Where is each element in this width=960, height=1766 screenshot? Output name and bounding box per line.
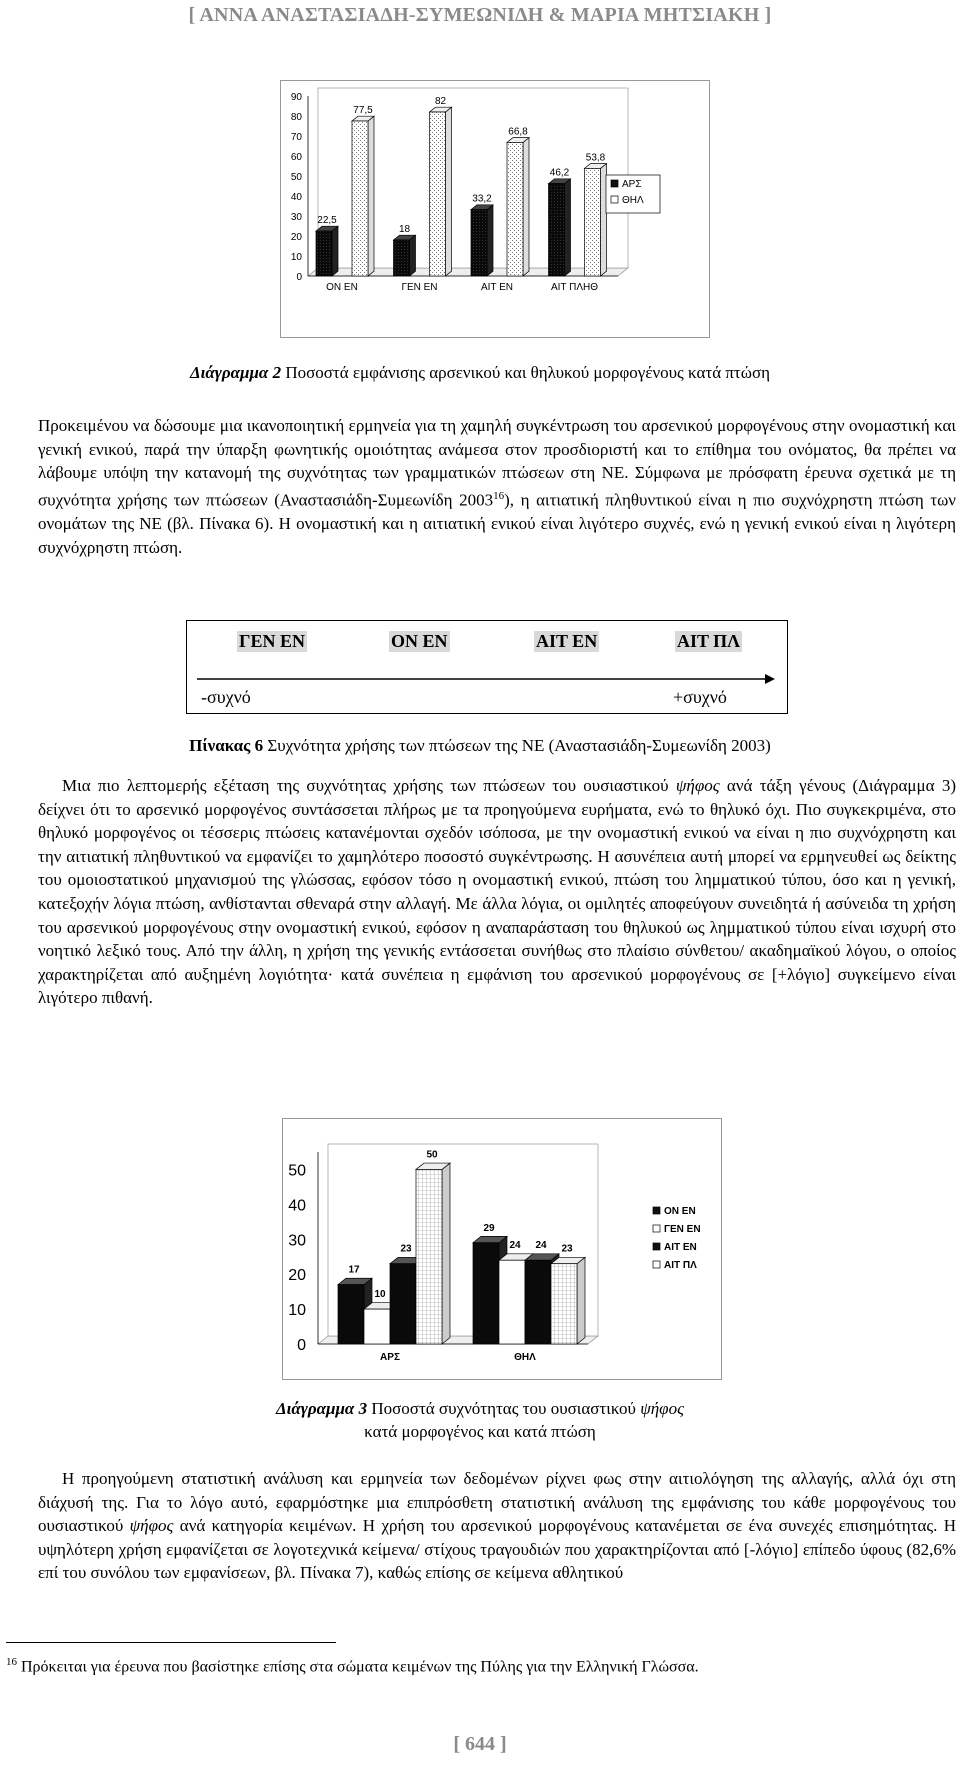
- freq-high-label: +συχνό: [673, 687, 727, 707]
- chart-2-xtick: ΑΡΣ: [380, 1352, 400, 1363]
- frequency-arrow: [197, 673, 775, 685]
- caption-table-6: [0, 734, 960, 757]
- freq-label-on-en: ΟΝ ΕΝ: [391, 631, 448, 651]
- chart-1-data-label: 46,2: [549, 167, 570, 179]
- paragraph-1: [38, 414, 956, 559]
- chart-1-data-label: 18: [398, 224, 411, 235]
- chart-1-svg: [280, 80, 710, 338]
- chart-2-ytick: 40: [288, 1197, 306, 1215]
- footnote-ref-16: 16: [493, 489, 505, 502]
- chart-1-bar-θηλ-1: [430, 107, 452, 276]
- footnote-text: Πρόκειται για έρευνα που βασίστηκε επίσης στα σώματα κειμένων της Πύλης για την Ελληνική Γλώσσα.: [17, 1658, 699, 1676]
- chart-1-bar-αρς-0: [316, 226, 338, 276]
- chart-2-data-label: 24: [535, 1240, 547, 1252]
- freq-label-gen-en: ΓΕΝ ΕΝ: [239, 631, 305, 651]
- paragraph-2: [38, 774, 956, 1010]
- chart-2-legend: [650, 1202, 710, 1276]
- frequency-table-box: [186, 620, 788, 714]
- chart-1-legend-swatch: [611, 180, 618, 187]
- chart-2-ytick: 20: [288, 1267, 306, 1285]
- chart-2-ytick: 50: [288, 1162, 306, 1180]
- paragraph-3-text-a: Η προηγούμενη στατιστική ανάλυση και ερμηνεία των δεδομένων ρίχνει φως στην αιτιολόγηση της αλλαγής, αλλά όχι στη διάχυσή της. Για το λόγο αυτό, εφαρμόστηκε μια επιπρόσθετη στατιστική ανάλυση της εμφάνισης του κάθε μορφογένους του ουσιαστικού: [38, 1469, 956, 1536]
- chart-2-legend-label: ΑΙΤ ΠΛ: [664, 1260, 697, 1271]
- caption-diagram-3-text-2: κατά μορφογένος και κατά πτώση: [364, 1422, 596, 1441]
- chart-2-legend-swatch: [653, 1243, 660, 1250]
- chart-2-ytick: 10: [288, 1302, 306, 1320]
- chart-1-xtick: ΓΕΝ ΕΝ: [401, 282, 438, 293]
- paragraph-2-italic: ψήφος: [675, 776, 720, 795]
- chart-1-ytick: 40: [290, 192, 302, 203]
- chart-2-svg: [282, 1118, 722, 1380]
- footnote-number: 16: [6, 1656, 17, 1668]
- caption-table-6-text: Συχνότητα χρήσης των πτώσεων της ΝΕ (Αναστασιάδη-Συμεωνίδη 2003): [263, 736, 771, 755]
- chart-1-ytick: 20: [290, 232, 302, 243]
- chart-1-ytick: 90: [290, 92, 302, 103]
- chart-2-legend-swatch: [653, 1207, 660, 1214]
- chart-2-legend-swatch: [653, 1261, 660, 1268]
- chart-1-ytick: 10: [290, 252, 302, 263]
- chart-1-ytick: 30: [290, 212, 302, 223]
- chart-1-xtick: ΟΝ ΕΝ: [326, 282, 358, 293]
- chart-2-legend-label: ΟΝ ΕΝ: [664, 1206, 696, 1217]
- caption-diagram-2: [0, 361, 960, 384]
- chart-1-ytick: 70: [290, 132, 302, 143]
- chart-1-bar-θηλ-2: [507, 138, 529, 276]
- chart-1-data-label: 53,8: [585, 152, 606, 164]
- paragraph-2-text-a: Μια πιο λεπτομερής εξέταση της συχνότητας χρήσης των πτώσεων του ουσιαστικού: [62, 776, 676, 795]
- chart-1-legend: [606, 175, 660, 213]
- chart-2-data-label: 24: [509, 1240, 521, 1252]
- chart-2-data-label: 23: [561, 1243, 573, 1255]
- chart-1-ytick: 60: [290, 152, 302, 163]
- chart-diagram-3: [282, 1118, 722, 1380]
- chart-2-bar-αιτ-πλ-1: [551, 1257, 585, 1344]
- chart-1-ytick: 50: [290, 172, 302, 183]
- chart-1-bar-θηλ-0: [352, 116, 374, 276]
- caption-diagram-2-text: Ποσοστά εμφάνισης αρσενικού και θηλυκού μορφογένους κατά πτώση: [281, 363, 771, 382]
- freq-label-ait-en: ΑΙΤ ΕΝ: [536, 631, 598, 651]
- caption-diagram-2-label: Διάγραμμα 2: [189, 363, 282, 382]
- caption-diagram-3-italic: ψήφος: [640, 1399, 684, 1418]
- paragraph-3: [38, 1467, 956, 1585]
- chart-1-ytick: 80: [290, 112, 302, 123]
- chart-2-legend-swatch: [653, 1225, 660, 1232]
- chart-2-data-label: 50: [426, 1149, 438, 1161]
- freq-label-ait-pl: ΑΙΤ ΠΛ: [677, 631, 741, 651]
- paragraph-1-text-b: ), η αιτιατική πληθυντικού είναι η πιο συχνόχρηστη πτώση των ονομάτων της ΝΕ (βλ. Πίνακα 6). Η ονομαστική και η αιτιατική ενικού είναι λιγότερο συχνές, ενώ η γενική ενικού είναι η λιγότερη συχνόχρηστη πτώση.: [38, 490, 956, 557]
- chart-2-data-label: 10: [374, 1289, 386, 1301]
- page-number: [ 644 ]: [453, 1733, 507, 1755]
- footnote-divider: [6, 1642, 336, 1643]
- chart-2-ytick: 30: [288, 1232, 306, 1250]
- chart-1-bar-αρς-2: [471, 205, 493, 276]
- chart-1-ytick: 0: [296, 272, 302, 283]
- chart-1-data-label: 77,5: [353, 105, 373, 116]
- chart-1-xtick: ΑΙΤ ΠΛΗΘ: [550, 282, 599, 293]
- chart-2-legend-label: ΓΕΝ ΕΝ: [664, 1224, 701, 1235]
- chart-2-bar-αιτ-πλ-0: [416, 1163, 450, 1344]
- footnote-16: [6, 1656, 699, 1676]
- chart-2-data-label: 29: [483, 1222, 495, 1234]
- chart-1-legend-label: ΑΡΣ: [622, 179, 642, 190]
- chart-1-bar-αρς-1: [394, 235, 416, 276]
- chart-1-data-label: 82: [434, 96, 447, 107]
- chart-diagram-2: [280, 80, 710, 338]
- chart-1-bar-θηλ-3: [585, 164, 607, 276]
- caption-diagram-3-label: Διάγραμμα 3: [276, 1399, 368, 1418]
- paragraph-3-text-b: ανά κατηγορία κειμένων. Η χρήση του αρσενικού μορφογένους κατανέμεται σε ένα συνεχές επισημότητας. Η υψηλότερη χρήση εμφανίζεται σε λογοτεχνικά κείμενα/ στίχους τραγουδιών που χαρακτηρίζονται από [-λόγιο] επίπεδο ύφους (82,6% επί του συνόλου των εμφανίσεων, βλ. Πίνακα 7), καθώς επίσης σε κείμενα αθλητικού: [38, 1516, 956, 1583]
- chart-2-data-label: 17: [348, 1264, 360, 1276]
- caption-diagram-3-text: Ποσοστά συχνότητας του ουσιαστικού: [367, 1399, 641, 1418]
- chart-1-legend-swatch: [611, 196, 618, 203]
- paragraph-2-text-b: ανά τάξη γένους (Διάγραμμα 3) δείχνει ότι το αρσενικό μορφογένος συντάσσεται πλήρως με τα προηγούμενα ευρήματα, ενώ το θηλυκό όχι. Πιο συγκεκριμένα, στο θηλυκό μορφογένος οι τέσσερις πτώσεις κατανέμονται σχεδόν ισόποσα, με την ονομαστική ενικού να είναι η πιο συχνόχρηστη και την αιτιατική πληθυντικού να εμφανίζει το χαμηλότερο ποσοστό συγκέντρωσης. Η ασυνέπεια αυτή μπορεί να ερμηνευθεί ως δείκτης του ομοιοστατικού μηχανισμού της γλώσσας, εφόσον τόσο η ονομαστική ενικού, πτώση του λημματικού τύπου, όσο και η γενική, κατεξοχήν λόγια πτώση, ανθίστανται σθεναρά στην αλλαγή. Με άλλα λόγια, οι ομιλητές αποφεύγουν συνειδητά ή ασύνειδα τη χρήση του αρσενικού μορφογένους στην ονομαστική ενικού, εφόσον η αναπαράσταση του θηλυκού ως λημματικού τύπου είναι ισχυρή στο νοητικό λεξικό τους. Από την άλλη, η χρήση της γενικής εντάσσεται συνήθως στο πλαίσιο σύνθετου/ ακαδημαϊκού λόγου, ο οποίος χαρακτηρίζεται από αυξημένη λογιότητα· κατά συνέπεια η εμφάνιση του αρσενικού μορφογένους σε [+λόγιο] συγκείμενο είναι λιγότερο πιθανή.: [38, 776, 957, 1008]
- caption-diagram-3: [0, 1397, 960, 1443]
- chart-2-xtick: ΘΗΛ: [514, 1352, 536, 1363]
- chart-2-data-label: 23: [400, 1243, 412, 1255]
- chart-1-data-label: 33,2: [472, 193, 492, 205]
- chart-1-legend-label: ΘΗΛ: [622, 195, 644, 206]
- chart-1-data-label: 66,8: [508, 126, 528, 138]
- chart-1-data-label: 22,5: [317, 215, 337, 226]
- running-header: [ ΑΝΝΑ ΑΝΑΣΤΑΣΙΑΔΗ-ΣΥΜΕΩΝΙΔΗ & ΜΑΡΙΑ ΜΗΤΣΙΑΚΗ ]: [188, 4, 772, 26]
- caption-table-6-label: Πίνακας 6: [189, 736, 264, 755]
- chart-2-legend-label: ΑΙΤ ΕΝ: [664, 1242, 697, 1253]
- chart-2-ytick: 0: [297, 1337, 306, 1354]
- chart-1-xtick: ΑΙΤ ΕΝ: [480, 282, 514, 293]
- paragraph-3-italic: ψήφος: [129, 1516, 174, 1536]
- paragraph-1-text-a: Προκειμένου να δώσουμε μια ικανοποιητική ερμηνεία για τη χαμηλή συγκέντρωση του αρσενικού μορφογένους στην ονομαστική και γενική ενικού, παρά την ύπαρξη φωνητικής ομοιότητας ανάμεσα στον προσδιοριστή και το επίθημα του ονόματος, θα πρέπει να λάβουμε υπόψη την κατανομή της συχνότητας των γραμματικών πτώσεων στη ΝΕ. Σύμφωνα με πρόσφατη έρευνα σχετικά με τη συχνότητα χρήσης των πτώσεων (Αναστασιάδη-Συμεωνίδη 2003: [38, 416, 956, 510]
- freq-low-label: -συχνό: [201, 687, 251, 707]
- chart-1-bar-αρς-3: [549, 179, 571, 276]
